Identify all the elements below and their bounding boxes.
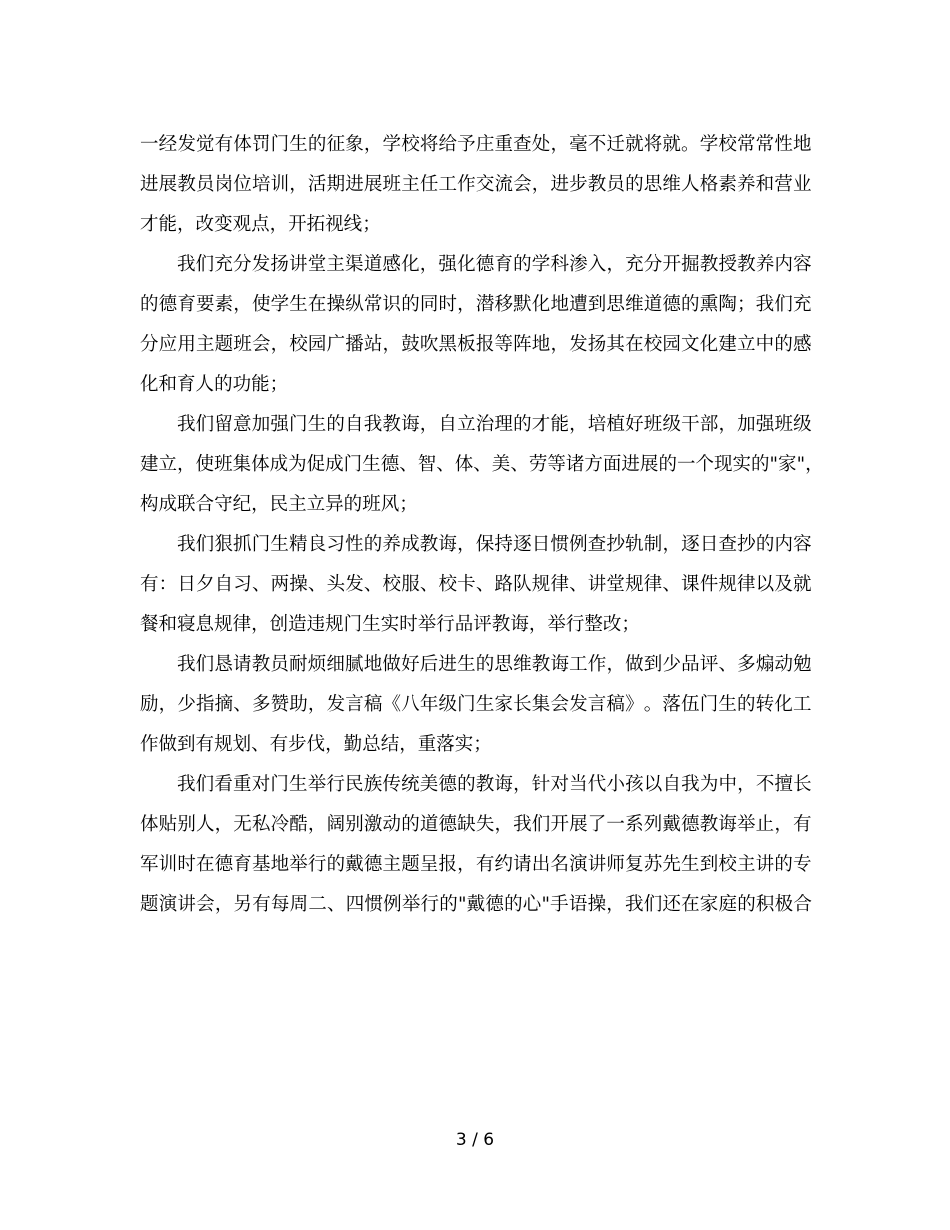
paragraph <box>140 645 812 765</box>
text-line: 分 应 用 主 题 班 会 ， 校 园 广 播 站 ， 鼓 吹 黑 板 报 等 阵 地 ， 发 扬 其 在 校 园 文 化 建 立 中 的 感 <box>140 334 812 355</box>
text-line: 我 们 充 分 发 扬 讲 堂 主 渠 道 感 化 ， 强 化 德 育 的 学 科 渗 入 ， 充 分 开 掘 教 授 教 养 内 容 <box>177 254 812 275</box>
paragraph <box>140 525 812 645</box>
text-line: 一 经 发 觉 有 体 罚 门 生 的 征 象 ， 学 校 将 给 予 庄 重 查 处 ， 毫 不 迁 就 将 就 。 学 校 常 常 性 地 <box>140 134 812 155</box>
text-line: 军 训 时 在 德 育 基 地 举 行 的 戴 德 主 题 呈 报 ， 有 约 请 出 名 演 讲 师 复 苏 先 生 到 校 主 讲 的 专 <box>140 854 812 875</box>
text-line: 构 成 联 合 守 纪 ， 民 主 立 异 的 班 风 ； <box>140 494 418 515</box>
text-line: 才 能 ， 改 变 观 点 ， 开 拓 视 线 ； <box>140 214 381 235</box>
text-line: 我 们 恳 请 教 员 耐 烦 细 腻 地 做 好 后 进 生 的 思 维 教 诲 工 作 ， 做 到 少 品 评 、 多 煽 动 勉 <box>177 654 812 675</box>
text-line: 餐 和 寝 息 规 律 ， 创 造 违 规 门 生 实 时 举 行 品 评 教 诲 ， 举 行 整 改 ； <box>140 614 640 635</box>
text-line: 有 ： 日 夕 自 习 、 两 操 、 头 发 、 校 服 、 校 卡 、 路 队 规 律 、 讲 堂 规 律 、 课 件 规 律 以 及 就 <box>140 574 812 595</box>
text-line: 化 和 育 人 的 功 能 ； <box>140 374 289 395</box>
text-line: 的 德 育 要 素 ， 使 学 生 在 操 纵 常 识 的 同 时 ， 潜 移 默 化 地 遭 到 思 维 道 德 的 熏 陶 ； 我 们 充 <box>140 294 812 315</box>
paragraph <box>140 765 812 925</box>
text-line: 体 贴 别 人 ， 无 私 冷 酷 ， 阔 别 激 动 的 道 德 缺 失 ， 我 们 开 展 了 一 系 列 戴 德 教 诲 举 止 ， 有 <box>140 814 812 835</box>
text-line: 励 ， 少 指 摘 、 多 赞 助 ， 发 言 稿 《 八 年 级 门 生 家 长 集 会 发 言 稿 》 。 落 伍 门 生 的 转 化 工 <box>140 694 812 715</box>
document-body <box>140 125 824 925</box>
text-line: 作 做 到 有 规 划 、 有 步 伐 ， 勤 总 结 ， 重 落 实 ； <box>140 734 492 755</box>
text-line: 我 们 狠 抓 门 生 精 良 习 性 的 养 成 教 诲 ， 保 持 逐 日 惯 例 查 抄 轨 制 ， 逐 日 查 抄 的 内 容 <box>177 534 812 555</box>
paragraph <box>140 245 812 405</box>
paragraph <box>140 405 824 525</box>
text-line: 进 展 教 员 岗 位 培 训 ， 活 期 进 展 班 主 任 工 作 交 流 会 ， 进 步 教 员 的 思 维 人 格 素 养 和 营 业 <box>140 174 812 195</box>
page-number: 3 / 6 <box>455 1130 495 1150</box>
text-line: 题 演 讲 会 ， 另 有 每 周 二 、 四 惯 例 举 行 的 " 戴 德 的 心 " 手 语 操 ， 我 们 还 在 家 庭 的 积 极 合 <box>140 894 812 915</box>
paragraph <box>140 125 812 245</box>
text-line: 建 立 ， 使 班 集 体 成 为 促 成 门 生 德 、 智 、 体 、 美 、 劳 等 诸 方 面 进 展 的 一 个 现 实 的 " 家 " ， <box>140 454 824 475</box>
text-line: 我 们 留 意 加 强 门 生 的 自 我 教 诲 ， 自 立 治 理 的 才 能 ， 培 植 好 班 级 干 部 ， 加 强 班 级 <box>177 414 812 435</box>
text-line: 我 们 看 重 对 门 生 举 行 民 族 传 统 美 德 的 教 诲 ， 针 对 当 代 小 孩 以 自 我 为 中 ， 不 擅 长 <box>177 774 812 795</box>
